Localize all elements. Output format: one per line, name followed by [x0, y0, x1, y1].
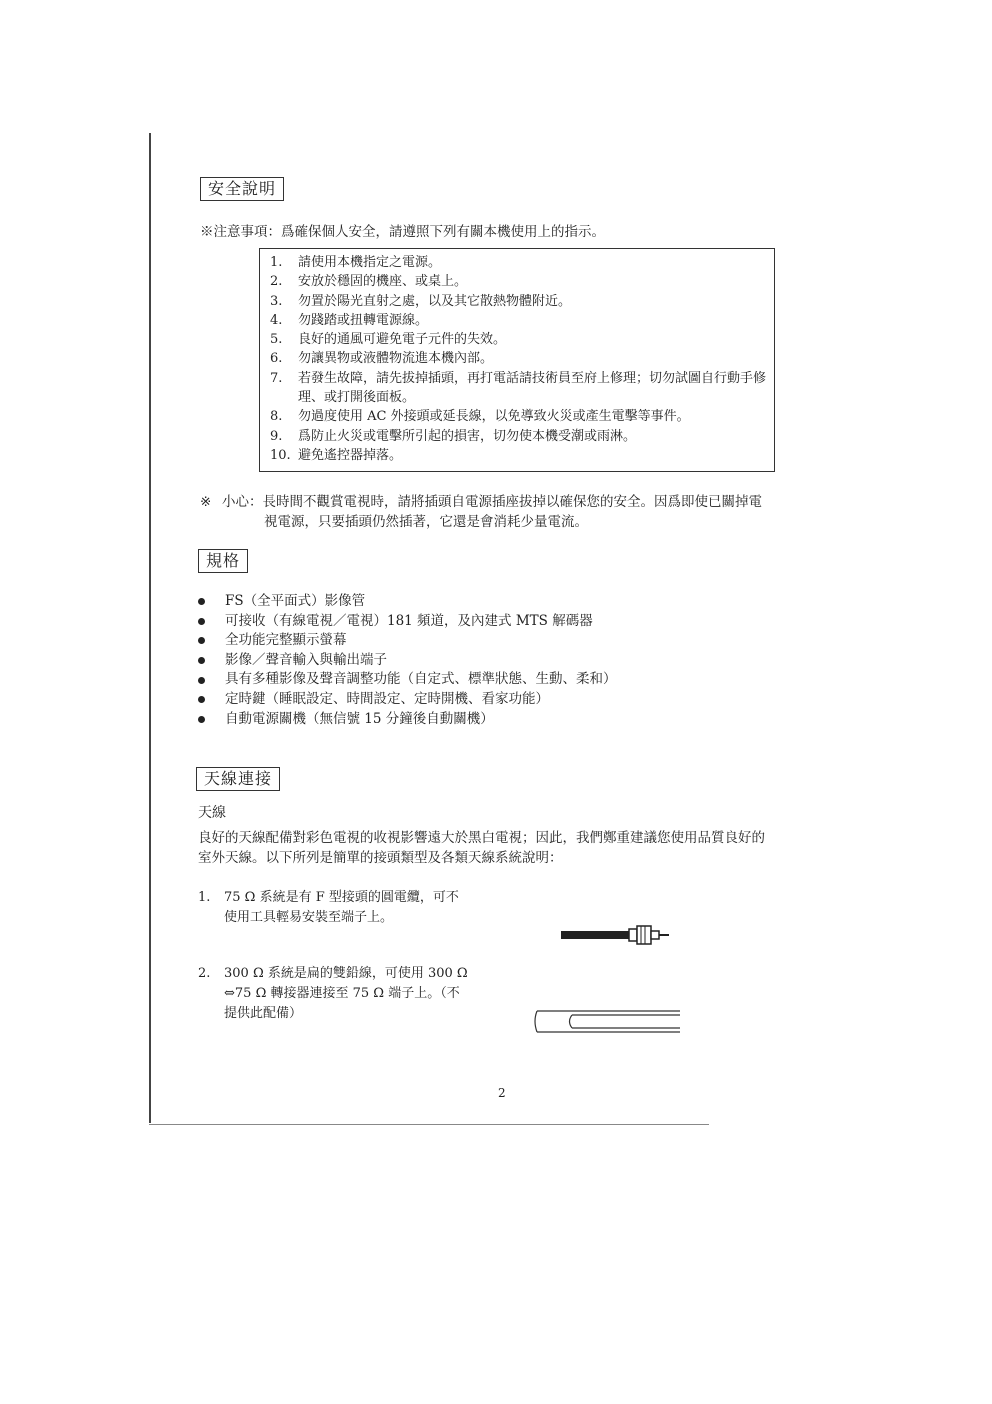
- antenna-item-300ohm: [198, 964, 468, 1024]
- safety-item-num: 7.: [270, 370, 283, 386]
- antenna-item-line: 提供此配備）: [224, 1006, 303, 1021]
- safety-item: [270, 407, 766, 426]
- safety-item: [270, 253, 766, 272]
- safety-item-num: 6.: [270, 351, 283, 367]
- scan-left-edge: [149, 133, 151, 1123]
- antenna-item-75ohm: [198, 888, 459, 928]
- scan-bottom-edge: [149, 1124, 709, 1125]
- spec-item-text: FS（全平面式）影像管: [225, 593, 366, 609]
- safety-item-text: 請使用本機指定之電源。: [298, 255, 442, 270]
- safety-item-text: 勿讓異物或液體物流進本機內部。: [298, 351, 494, 367]
- bullet-dot-icon: [198, 716, 205, 723]
- safety-item-text: 避免遙控器掉落。: [298, 447, 403, 463]
- safety-item: [270, 272, 766, 291]
- twin-lead-cable-icon: [532, 1007, 682, 1037]
- safety-list: [270, 253, 766, 465]
- safety-item-text: 良好的通風可避免電子元件的失效。: [298, 332, 507, 348]
- safety-item-text: 若發生故障，請先拔掉插頭，再打電話請技術員至府上修理；切勿試圖自行動手修理、或打開後面板。: [298, 370, 767, 406]
- spec-item: [196, 690, 617, 710]
- spec-item-text: 全功能完整顯示螢幕: [225, 632, 347, 649]
- spec-item: [196, 710, 617, 730]
- safety-item-num: 5.: [270, 332, 283, 348]
- antenna-section-title: 天線連接: [196, 767, 280, 791]
- page-number: 2: [498, 1086, 506, 1100]
- safety-item-num: 8.: [270, 409, 283, 425]
- antenna-item-line: 75 Ω 系統是有 F 型接頭的圓電纜，可不: [224, 890, 459, 905]
- spec-item: [196, 631, 617, 651]
- bullet-dot-icon: [198, 598, 205, 605]
- antenna-paragraph-line-1: 良好的天線配備對彩色電視的收視影響遠大於黑白電視；因此，我們鄭重建議您使用品質良好的: [198, 830, 765, 846]
- safety-item-num: 1.: [270, 255, 283, 270]
- safety-item-text: 勿置於陽光直射之處，以及其它散熱物體附近。: [298, 293, 572, 309]
- spec-item-text: 可接收（有線電視／電視）181 頻道，及內建式 MTS 解碼器: [225, 612, 593, 629]
- antenna-item-line: 使用工具輕易安裝至端子上。: [224, 910, 394, 925]
- safety-item: [270, 369, 766, 408]
- caution-line-1: 小心：長時間不觀賞電視時，請將插頭自電源插座拔掉以確保您的安全。因爲即使已關掉電: [222, 494, 762, 510]
- bullet-dot-icon: [198, 637, 205, 644]
- spec-item: [196, 670, 617, 690]
- antenna-item-num: 1.: [198, 890, 211, 905]
- antenna-item-line: ⇔75 Ω 轉接器連接至 75 Ω 端子上。（不: [224, 986, 460, 1001]
- caution-mark: ※: [200, 494, 212, 510]
- safety-instructions-box: [259, 248, 775, 472]
- safety-item: [270, 427, 766, 446]
- caution-line-2: 視電源，只要插頭仍然插著，它還是會消耗少量電流。: [264, 514, 588, 530]
- antenna-subheading: 天線: [198, 805, 226, 821]
- safety-item-num: 4.: [270, 312, 283, 328]
- safety-item: [270, 311, 766, 330]
- safety-item-text: 爲防止火災或電擊所引起的損害，切勿使本機受潮或雨淋。: [298, 428, 637, 444]
- safety-item-num: 3.: [270, 293, 283, 309]
- bullet-dot-icon: [198, 696, 205, 703]
- safety-item-text: 勿過度使用 AC 外接頭或延長線，以免導致火災或產生電擊等事件。: [298, 409, 690, 425]
- safety-note: ※注意事項：爲確保個人安全，請遵照下列有關本機使用上的指示。: [200, 224, 605, 240]
- safety-section-title: 安全說明: [200, 177, 284, 201]
- safety-item-num: 2.: [270, 274, 283, 290]
- spec-section-title: 規格: [198, 549, 248, 573]
- safety-item: [270, 446, 766, 465]
- antenna-paragraph-line-2: 室外天線。以下所列是簡單的接頭類型及各類天線系統說明：: [198, 850, 563, 866]
- safety-item: [270, 330, 766, 349]
- spec-item-text: 影像／聲音輸入與輸出端子: [225, 651, 387, 668]
- antenna-paragraph: [198, 828, 823, 868]
- spec-item-text: 自動電源關機（無信號 15 分鐘後自動關機）: [225, 710, 494, 727]
- bullet-dot-icon: [198, 657, 205, 664]
- spec-item-text: 定時鍵（睡眠設定、時間設定、定時開機、看家功能）: [225, 690, 549, 707]
- bullet-dot-icon: [198, 677, 205, 684]
- safety-item-num: 10.: [270, 447, 291, 463]
- antenna-item-num: 2.: [198, 966, 211, 981]
- spec-item: [196, 592, 617, 612]
- safety-item: [270, 349, 766, 368]
- safety-item-text: 勿踐踏或扭轉電源線。: [298, 312, 429, 328]
- antenna-item-text: [224, 964, 468, 1024]
- spec-item: [196, 612, 617, 632]
- safety-item-text: 安放於穩固的機座、或桌上。: [298, 274, 468, 290]
- bullet-dot-icon: [198, 618, 205, 625]
- safety-item: [270, 292, 766, 311]
- coaxial-cable-icon: [561, 921, 676, 949]
- antenna-item-text: [224, 888, 459, 928]
- safety-item-num: 9.: [270, 428, 283, 444]
- spec-item-text: 具有多種影像及聲音調整功能（自定式、標準狀態、生動、柔和）: [225, 671, 617, 688]
- antenna-item-line: 300 Ω 系統是扁的雙鉛線，可使用 300 Ω: [224, 966, 468, 981]
- spec-item: [196, 651, 617, 671]
- spec-list: [196, 592, 617, 729]
